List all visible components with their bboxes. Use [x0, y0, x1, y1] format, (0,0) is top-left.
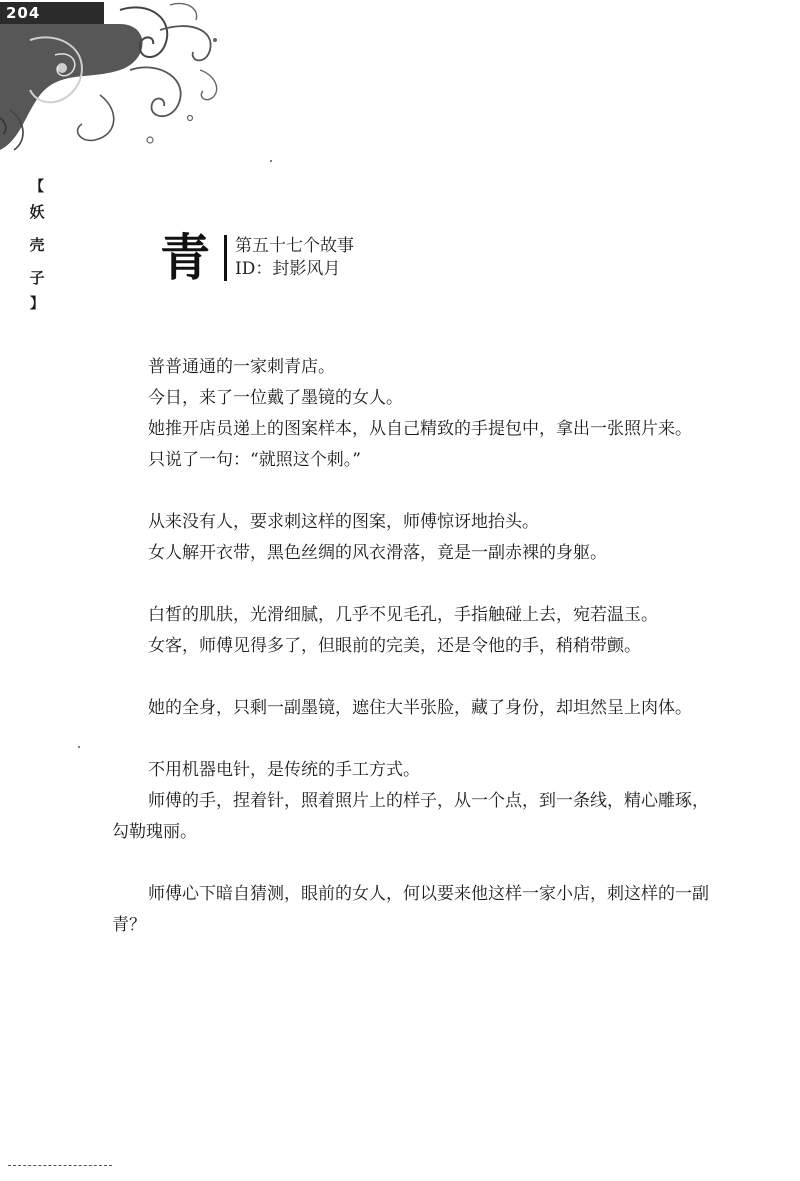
- story-title: 青: [160, 228, 210, 287]
- decorative-speck: [270, 160, 272, 162]
- page-number: 204: [0, 2, 104, 24]
- paragraph: 她的全身，只剩一副墨镜，遮住大半张脸，藏了身份，却坦然呈上肉体。: [148, 698, 692, 718]
- side-label-char: 子: [29, 269, 45, 287]
- paragraph: 只说了一句：“就照这个刺。”: [148, 450, 361, 470]
- paragraph: 师傅心下暗自猜测，眼前的女人，何以要来他这样一家小店，刺这样的一副青？: [112, 884, 709, 935]
- paragraph-gap: [112, 569, 712, 600]
- story-body: [112, 352, 712, 941]
- side-label-char: 妖: [29, 203, 45, 221]
- paragraph: 女人解开衣带，黑色丝绸的风衣滑落，竟是一副赤裸的身躯。: [148, 543, 607, 563]
- story-author: ID：封影风月: [235, 259, 341, 279]
- paragraph: 不用机器电针，是传统的手工方式。: [148, 760, 420, 780]
- side-label-bracket-close: 】: [30, 296, 44, 312]
- paragraph: 从来没有人，要求刺这样的图案，师傅惊讶地抬头。: [148, 512, 539, 532]
- paragraph: 她推开店员递上的图案样本，从自己精致的手提包中，拿出一张照片来。: [148, 419, 692, 439]
- paragraph: 师傅的手，捏着针，照着照片上的样子，从一个点，到一条线，精心雕琢，勾勒瑰丽。: [112, 791, 709, 842]
- footer-rule: [8, 1165, 112, 1167]
- paragraph-gap: [112, 848, 712, 879]
- title-divider: [224, 235, 227, 281]
- side-label-bracket-open: 【: [30, 179, 44, 195]
- paragraph-gap: [112, 476, 712, 507]
- story-subtitle: 第五十七个故事: [235, 236, 354, 256]
- story-title-block: [160, 228, 354, 288]
- paragraph: 今日，来了一位戴了墨镜的女人。: [148, 388, 403, 408]
- paragraph: 普普通通的一家刺青店。: [148, 357, 335, 377]
- side-label-char: 壳: [29, 236, 45, 254]
- decorative-speck: [78, 746, 80, 748]
- paragraph-gap: [112, 662, 712, 693]
- paragraph: 白皙的肌肤，光滑细腻，几乎不见毛孔，手指触碰上去，宛若温玉。: [148, 605, 658, 625]
- story-meta: [235, 235, 354, 281]
- paragraph: 女客，师傅见得多了，但眼前的完美，还是令他的手，稍稍带颤。: [148, 636, 641, 656]
- paragraph-gap: [112, 724, 712, 755]
- side-section-label: [26, 178, 48, 313]
- decorative-corner-ornament: [0, 0, 230, 160]
